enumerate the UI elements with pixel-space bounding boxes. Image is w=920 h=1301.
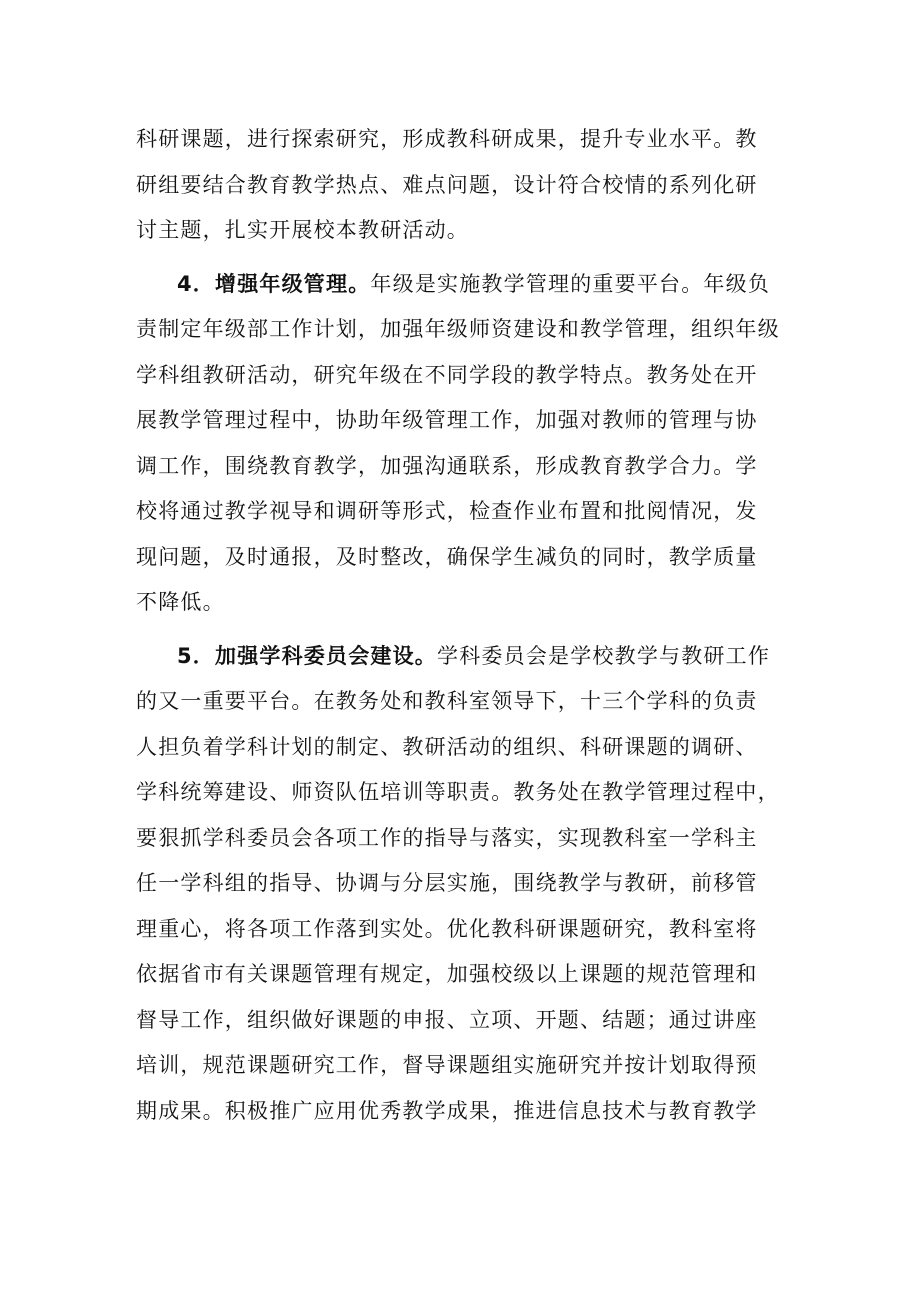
paragraph-research-continuation — [136, 117, 796, 254]
text-line: 学科统筹建设、师资队伍培训等职责。教务处在教学管理过程中， — [136, 780, 780, 804]
text-line: 期成果。积极推广应用优秀教学成果，推进信息技术与教育教学 — [136, 1098, 758, 1123]
text-line: 的又一重要平台。在教务处和教科室领导下，十三个学科的负责 — [136, 689, 758, 713]
text-line: 展教学管理过程中，协助年级管理工作，加强对教师的管理与协 — [136, 408, 758, 432]
text-line: 责制定年级部工作计划，加强年级师资建设和教学管理，组织年级 — [136, 317, 780, 341]
text-line: 不降低。 — [136, 590, 225, 614]
text-line: 理重心，将各项工作落到实处。优化教科研课题研究，教科室将 — [136, 916, 758, 941]
text-line: 科研课题，进行探索研究，形成教科研成果，提升专业水平。教 — [136, 127, 758, 151]
text-run: 学科委员会是学校教学与教研工作 — [437, 643, 771, 668]
text-run: 年级是实施教学管理的重要平台。年级负 — [370, 271, 771, 296]
text-line: 现问题，及时通报，及时整改，确保学生减负的同时，教学质量 — [136, 544, 758, 569]
document-body — [136, 117, 796, 1134]
text-line: 要狠抓学科委员会各项工作的指导与落实，实现教科室一学科主 — [136, 825, 758, 850]
text-line: 督导工作，组织做好课题的申报、立项、开题、结题；通过讲座 — [136, 1007, 758, 1032]
text-line: 调工作，围绕教育教学，加强沟通联系，形成教育教学合力。学 — [136, 453, 758, 478]
text-line: 校将通过教学视导和调研等形式，检查作业布置和批阅情况，发 — [136, 499, 758, 523]
text-line-first — [136, 634, 796, 680]
text-line-first — [136, 262, 796, 308]
paragraph-grade-management — [136, 262, 796, 626]
section-heading-4: 4．增强年级管理。 — [177, 271, 371, 296]
text-line: 人担负着学科计划的制定、教研活动的组织、科研课题的调研、 — [136, 734, 758, 759]
text-line: 学科组教研活动，研究年级在不同学段的教学特点。教务处在开 — [136, 362, 758, 387]
section-heading-5: 5．加强学科委员会建设。 — [177, 643, 438, 668]
paragraph-subject-committee — [136, 634, 796, 1135]
text-line: 讨主题，扎实开展校本教研活动。 — [136, 218, 469, 242]
text-line: 研组要结合教育教学热点、难点问题，设计符合校情的系列化研 — [136, 172, 758, 197]
text-line: 任一学科组的指导、协调与分层实施，围绕教学与教研，前移管 — [136, 871, 758, 895]
text-line: 培训，规范课题研究工作，督导课题组实施研究并按计划取得预 — [136, 1053, 758, 1077]
text-line: 依据省市有关课题管理有规定，加强校级以上课题的规范管理和 — [136, 962, 758, 986]
